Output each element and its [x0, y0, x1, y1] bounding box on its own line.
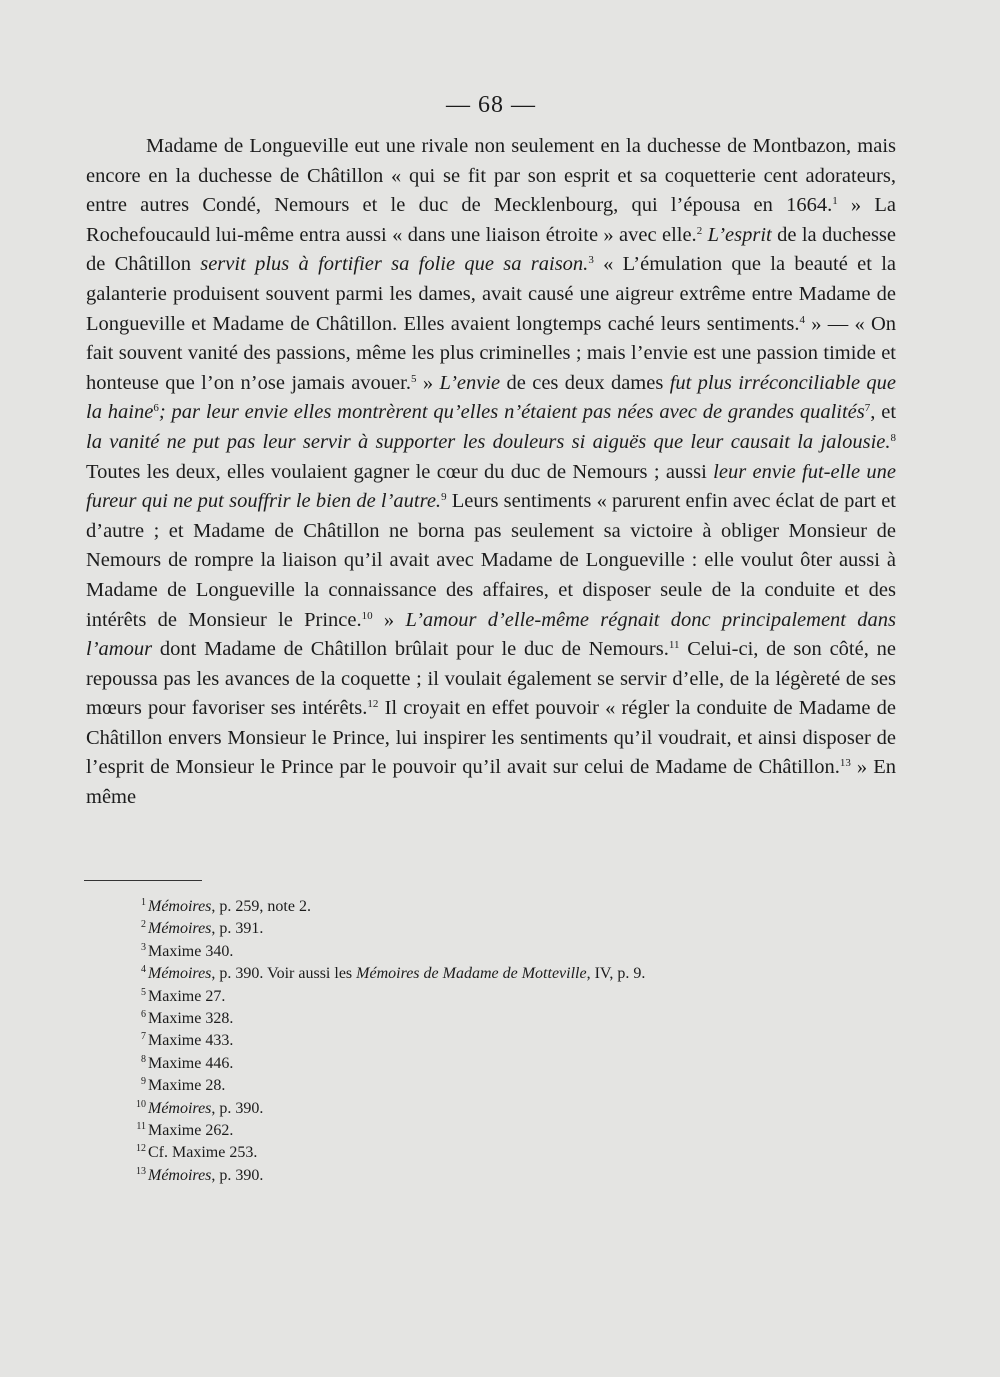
footnote-text: Maxime 262. [148, 1122, 234, 1140]
text-span: , et [870, 401, 897, 424]
footnote-ref[interactable]: 6 [153, 402, 159, 415]
footnote-item: 2 Mémoires, p. 391. [141, 919, 264, 938]
footnote-item: 13 Mémoires, p. 390. [136, 1165, 264, 1184]
italic-text: L’amour d’elle-même régnait donc principalement dans l’amour [86, 608, 896, 661]
text-span: de ces deux dames [500, 371, 670, 394]
footnote-ref[interactable]: 2 [696, 224, 703, 237]
footnote-item: 1 Mémoires, p. 259, note 2. [141, 897, 311, 915]
italic-text: ; par leur envie elles montrèrent qu’elles n’étaient pas nées avec de grandes qualités [158, 401, 865, 424]
footnote-rule [84, 880, 202, 881]
footnote-text: , p. 390. Voir aussi les [211, 965, 357, 983]
italic-text: L’esprit [707, 223, 772, 246]
footnote-item: 10 Mémoires, p. 390. [136, 1098, 264, 1117]
footnote-item: 5 Maxime 27. [141, 986, 226, 1005]
footnote-ref[interactable]: 1 [832, 195, 838, 208]
footnote-title: Mémoires [148, 1099, 212, 1117]
footnote-item: 6 Maxime 328. [141, 1009, 234, 1028]
text-span: Madame de Longueville eut une rivale non seulement en la duchesse de Montbazon, mais encore en la duchesse de Châtillon « qui se fit par son esprit et sa coquetterie cent adorateurs, entre autres Condé, Nemours et le duc de Mecklenbourg, qui l’épousa en 1664. [86, 135, 896, 217]
footnote-ref[interactable]: 12 [367, 698, 379, 711]
text-span: » [372, 608, 406, 631]
text-span: « L’émulation que la beauté et la galanterie produisent souvent parmi les dames, avait causé une aigreur extrême entre Madame de Longueville et Madame de Châtillon. Elles avaient longtemps caché leurs sentiments. [86, 253, 896, 335]
footnote-item: 8 Maxime 446. [141, 1053, 234, 1072]
footnote-ref[interactable]: 3 [588, 254, 594, 267]
footnote-text: Maxime 446. [148, 1054, 234, 1072]
footnote-item: 11 Maxime 262. [136, 1121, 234, 1140]
text-span: Celui-ci, de son côté, ne repoussa pas les avances de la coquette ; il voulait également se servir d’elle, de la légèreté de ses mœurs pour favoriser ses intérêts. [86, 638, 896, 720]
text-span: Il croyait en effet pouvoir « régler la conduite de Madame de Châtillon envers Monsieur le Prince, lui inspirer les sentiments qu’il voudrait, et ainsi disposer de l’esprit de Monsieur le Prince par le pouvoir qu’il avait sur celui de Madame de Châtillon. [86, 697, 896, 779]
body-text [86, 132, 896, 813]
footnote-text: Maxime 28. [148, 1077, 226, 1095]
footnote-text: , p. 259, note 2. [211, 898, 311, 915]
footnote-text: , p. 391. [211, 920, 264, 938]
footnote-title: Mémoires [148, 920, 212, 938]
text-span: dont Madame de Châtillon brûlait pour le duc de Nemours. [152, 638, 669, 661]
footnote-item: 4 Mémoires, p. 390. Voir aussi les Mémoires de Madame de Motteville, IV, p. 9. [141, 964, 646, 983]
footnote-text: Maxime 27. [148, 987, 226, 1005]
italic-text: leur envie fut-elle une fureur qui ne put souffrir le bien de l’autre. [86, 460, 897, 513]
italic-text: fut plus irréconciliable que la haine [86, 371, 896, 424]
text-span: » [416, 371, 440, 394]
page-number: — 68 — [446, 92, 536, 118]
text-span: Leurs sentiments « parurent enfin avec éclat de part et d’autre ; et Madame de Châtillon ne borna pas seulement sa victoire à obliger Monsieur de Nemours de rompre la liaison qu’il avait avec Madame de Longueville : elle voulut ôter aussi à Madame de Longueville la connaissance des affaires, et disposer seule de la conduite et des intérêts de Monsieur le Prince. [86, 490, 896, 631]
footnote-item: 7 Maxime 433. [141, 1031, 234, 1050]
main-paragraph [86, 132, 896, 813]
italic-text: servit plus à fortifier sa folie que sa raison. [200, 253, 589, 276]
text-span: » — « On fait souvent vanité des passions, même les plus criminelles ; mais l’envie est une passion timide et honteuse que l’on n’ose jamais avouer. [86, 312, 896, 394]
footnote-item: 9 Maxime 28. [141, 1076, 226, 1095]
footnote-title: Mémoires [148, 898, 212, 915]
footnote-text: Maxime 328. [148, 1010, 234, 1028]
footnote-text: , p. 390. [211, 1166, 264, 1184]
footnote-ref[interactable]: 13 [839, 757, 851, 770]
footnote-text: Cf. Maxime 253. [148, 1144, 258, 1162]
italic-text: L’envie [439, 371, 501, 394]
footnote-item: 12 Cf. Maxime 253. [136, 1143, 258, 1162]
footnote-ref[interactable]: 8 [890, 431, 896, 444]
text-span: Toutes les deux, elles voulaient gagner le cœur du duc de Nemours ; aussi [86, 460, 714, 483]
footnote-title: Mémoires [148, 1166, 212, 1184]
italic-text: la vanité ne put pas leur servir à supporter les douleurs si aiguës que leur causait la jalousie. [86, 430, 891, 453]
footnote-title: Mémoires de Madame de Motteville [356, 965, 587, 983]
text-span: de la duchesse de Châtillon [86, 223, 896, 276]
footnote-ref[interactable]: 7 [864, 402, 871, 415]
footnote-text: , p. 390. [211, 1099, 264, 1117]
text-span: » La Rochefoucauld lui-même entra aussi « dans une liaison étroite » avec elle. [86, 194, 896, 246]
footnote-ref[interactable]: 9 [441, 491, 447, 504]
footnote-ref[interactable]: 5 [410, 372, 417, 385]
footnote-ref[interactable]: 10 [361, 609, 373, 622]
footnotes [132, 896, 892, 1187]
footnote-item: 3 Maxime 340. [141, 941, 234, 960]
footnote-ref[interactable]: 4 [799, 313, 806, 326]
footnote-ref[interactable]: 11 [668, 639, 680, 652]
text-span: » En même [86, 756, 896, 809]
footnote-text: Maxime 433. [148, 1032, 234, 1050]
footnote-text: , IV, p. 9. [586, 965, 646, 983]
footnote-text: Maxime 340. [148, 942, 234, 960]
footnote-title: Mémoires [148, 965, 212, 983]
